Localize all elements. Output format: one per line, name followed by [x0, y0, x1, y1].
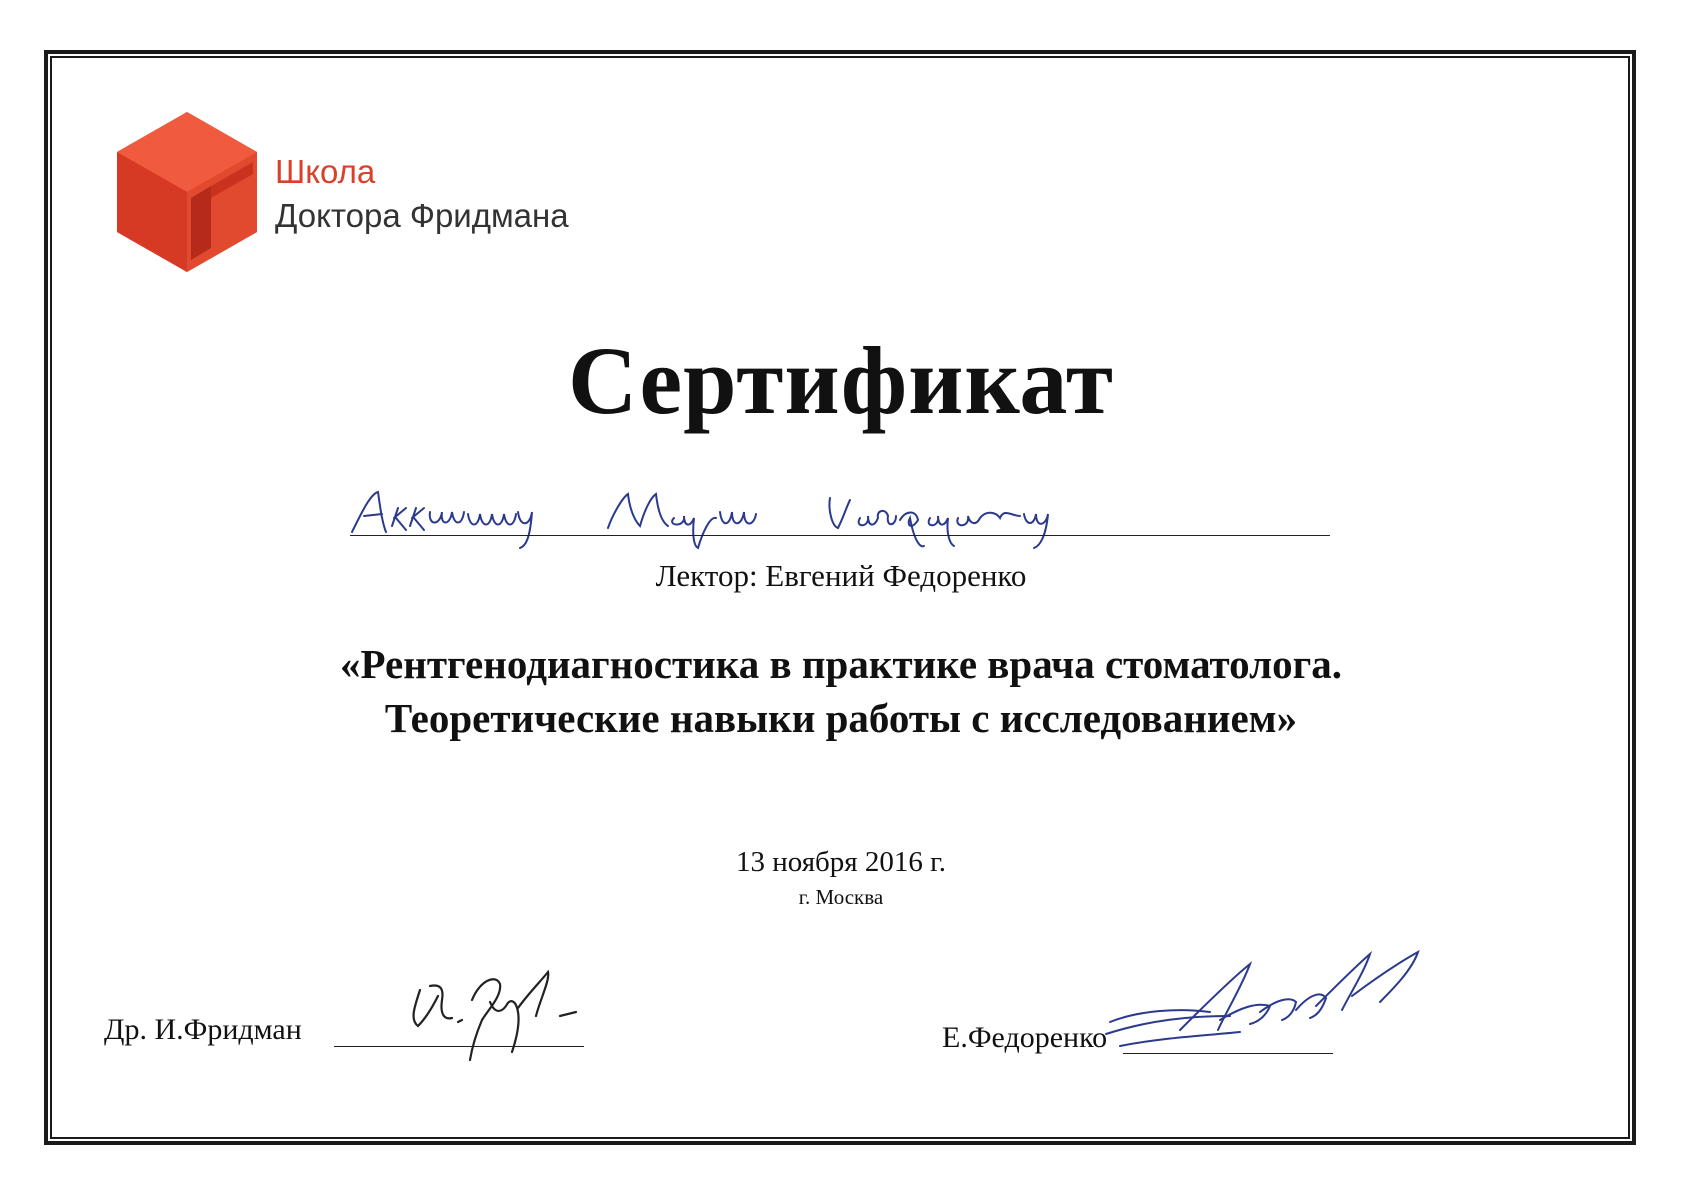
- logo-line-doctor: Доктора Фридмана: [275, 197, 569, 234]
- issue-date: 13 ноября 2016 г.: [735, 846, 947, 878]
- signature-right-icon: [1100, 950, 1430, 1080]
- logo-line-school: Школа: [275, 153, 376, 190]
- course-title: [0, 637, 1682, 745]
- recipient-handwritten-name: [350, 486, 1150, 556]
- course-title-line1: «Рентгенодиагностика в практике врача стоматолога.: [340, 641, 1342, 687]
- signer-right-label: Е.Федоренко: [942, 1021, 1108, 1054]
- certificate-title: Сертификат: [568, 327, 1114, 434]
- signer-left-label: Др. И.Фридман: [104, 1013, 302, 1046]
- red-cube-logo-icon: [115, 110, 260, 275]
- issue-city: г. Москва: [798, 885, 884, 909]
- course-title-line2: Теоретические навыки работы с исследованием»: [384, 695, 1298, 741]
- signature-left-icon: [400, 960, 600, 1080]
- lecturer-name: Лектор: Евгений Федоренко: [655, 558, 1027, 593]
- recipient-underline: [350, 535, 1330, 536]
- school-name: [275, 150, 569, 238]
